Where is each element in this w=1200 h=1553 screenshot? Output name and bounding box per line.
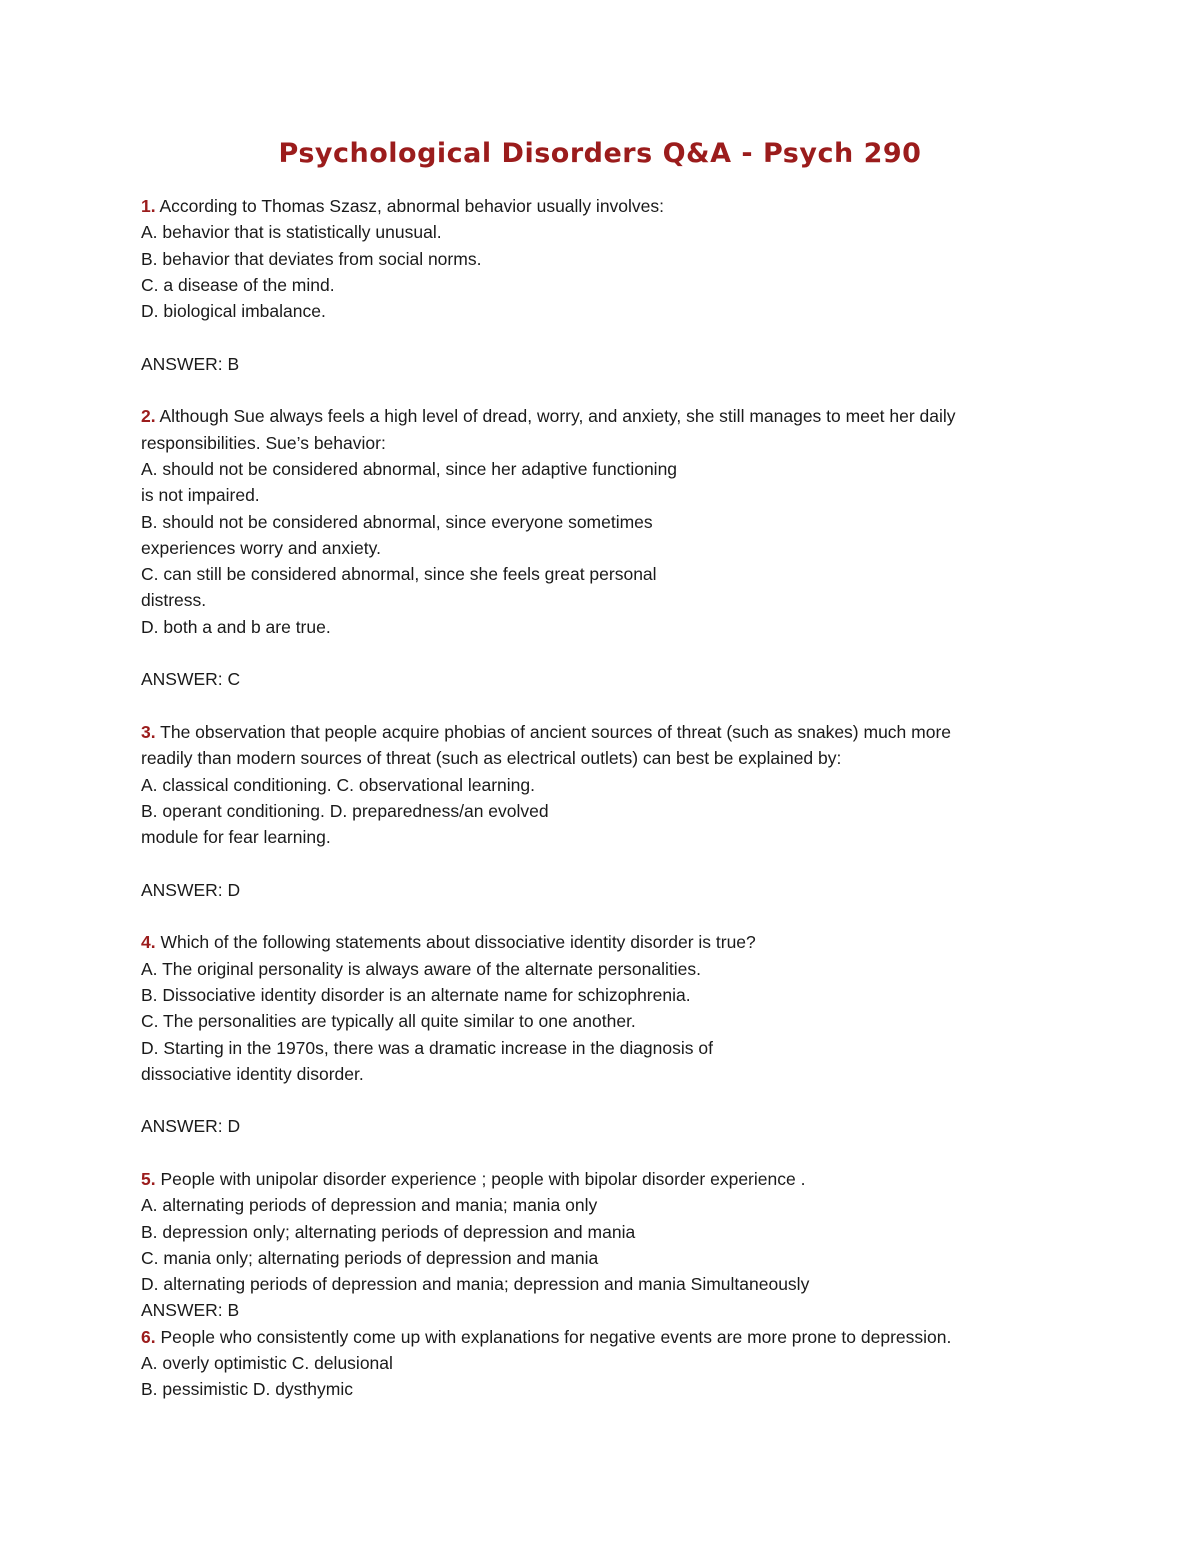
question-4-stem [141, 929, 1081, 955]
question-number: 2. [141, 406, 156, 427]
answer-option: D. Starting in the 1970s, there was a dramatic increase in the diagnosis of [141, 1037, 713, 1058]
question-2-stem [141, 403, 1081, 429]
answer-option: B. should not be considered abnormal, since everyone sometimes [141, 511, 653, 532]
answer-option: D. alternating periods of depression and mania; depression and mania Simultaneously [141, 1274, 810, 1295]
answer-option: C. The personalities are typically all quite similar to one another. [141, 1011, 636, 1032]
answer-option: C. can still be considered abnormal, since she feels great personal [141, 564, 657, 585]
question-3-stem [141, 719, 1081, 745]
answer-option: D. both a and b are true. [141, 616, 331, 637]
answer-key: ANSWER: D [141, 879, 241, 900]
question-text-line: responsibilities. Sue’s behavior: [141, 432, 386, 453]
document-body [141, 193, 1081, 1403]
answer-option: C. a disease of the mind. [141, 274, 335, 295]
answer-key: ANSWER: D [141, 1116, 241, 1137]
question-number: 1. [141, 196, 156, 216]
question-text: Which of the following statements about dissociative identity disorder is true? [155, 932, 756, 953]
document-title: Psychological Disorders Q&A - Psych 290 [278, 138, 922, 169]
question-text: People who consistently come up with explanations for negative events are more prone to depression. [155, 1326, 952, 1347]
answer-option: A. behavior that is statistically unusual. [141, 222, 442, 243]
answer-option: B. Dissociative identity disorder is an alternate name for schizophrenia. [141, 984, 691, 1005]
answer-option-continued: module for fear learning. [141, 827, 331, 848]
answer-option-continued: is not impaired. [141, 485, 260, 506]
question-text: Although Sue always feels a high level of dread, worry, and anxiety, she still manages to meet her daily [155, 406, 956, 427]
question-number: 5. [141, 1168, 156, 1189]
answer-option: B. behavior that deviates from social norms. [141, 248, 482, 269]
question-text: According to Thomas Szasz, abnormal behavior usually involves: [155, 196, 665, 216]
question-number: 6. [141, 1326, 156, 1347]
answer-option: B. pessimistic D. dysthymic [141, 1379, 353, 1400]
question-6-stem [141, 1324, 1081, 1350]
answer-option-continued: dissociative identity disorder. [141, 1063, 364, 1084]
answer-option-continued: experiences worry and anxiety. [141, 537, 381, 558]
question-text-line: readily than modern sources of threat (such as electrical outlets) can best be explained by: [141, 748, 842, 769]
question-number: 4. [141, 932, 156, 953]
answer-option: A. The original personality is always aware of the alternate personalities. [141, 958, 701, 979]
answer-option: B. operant conditioning. D. preparedness/an evolved [141, 800, 549, 821]
answer-option: A. should not be considered abnormal, since her adaptive functioning [141, 458, 678, 479]
answer-option: B. depression only; alternating periods of depression and mania [141, 1221, 636, 1242]
answer-option: C. mania only; alternating periods of depression and mania [141, 1247, 599, 1268]
question-number: 3. [141, 721, 156, 742]
answer-option: D. biological imbalance. [141, 301, 326, 322]
answer-option: A. overly optimistic C. delusional [141, 1353, 393, 1374]
answer-option: A. alternating periods of depression and mania; mania only [141, 1195, 598, 1216]
question-text: The observation that people acquire phobias of ancient sources of threat (such as snakes) much more [155, 721, 952, 742]
answer-key: ANSWER: B [141, 1300, 240, 1321]
question-5-stem [141, 1166, 1081, 1192]
answer-option: A. classical conditioning. C. observational learning. [141, 774, 535, 795]
answer-option-continued: distress. [141, 590, 207, 611]
answer-key: ANSWER: C [141, 669, 241, 690]
question-text: People with unipolar disorder experience ; people with bipolar disorder experience . [155, 1168, 806, 1189]
answer-key: ANSWER: B [141, 353, 240, 374]
question-1-stem [141, 193, 1081, 219]
